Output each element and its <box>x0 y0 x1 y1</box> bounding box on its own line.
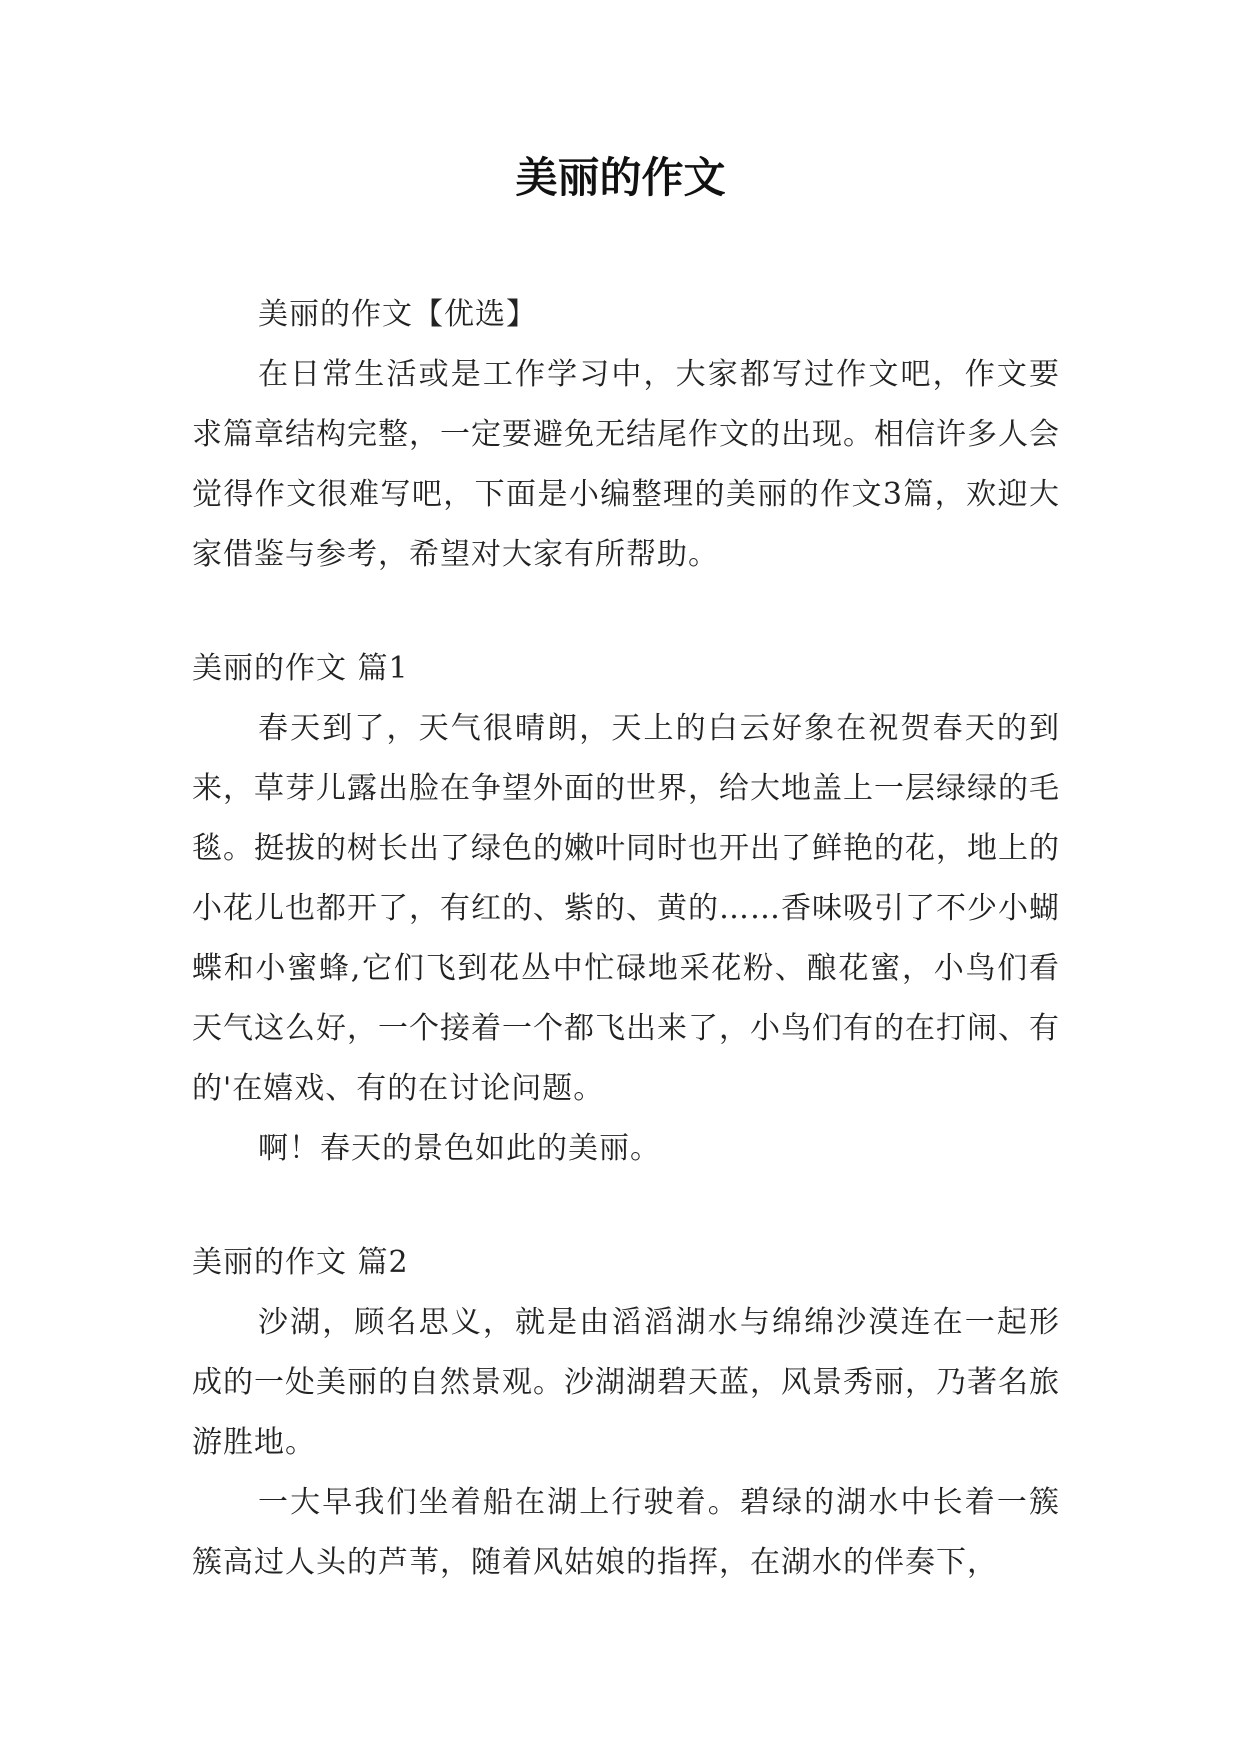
section-1-paragraph-2: 啊！春天的景色如此的美丽。 <box>258 1131 661 1166</box>
section-heading-2: 美丽的作文 篇2 <box>192 1245 409 1280</box>
section-1-paragraph-1: 春天到了，天气很晴朗，天上的白云好象在祝贺春天的到来，草芽儿露出脸在争望外面的世界，给大地盖上一层绿绿的毛毯。挺拔的树长出了绿色的嫩叶同时也开出了鲜艳的花，地上的小花儿也都开了，有红的、紫的、黄的……香味吸引了不少小蝴蝶和小蜜蜂,它们飞到花丛中忙碌地采花粉、酿花蜜，小鸟们看天气这么好，一个接着一个都飞出来了，小鸟们有的在打闹、有的'在嬉戏、有的在讨论问题。 <box>192 711 1060 1106</box>
section-2-paragraph-2: 一大早我们坐着船在湖上行驶着。碧绿的湖水中长着一簇簇高过人头的芦苇，随着风姑娘的指挥，在湖水的伴奏下， <box>192 1485 1060 1580</box>
section-2-paragraph-1: 沙湖，顾名思义，就是由滔滔湖水与绵绵沙漠连在一起形成的一处美丽的自然景观。沙湖湖碧天蓝，风景秀丽，乃著名旅游胜地。 <box>192 1305 1060 1460</box>
document-subtitle: 美丽的作文【优选】 <box>258 297 537 332</box>
section-heading-1: 美丽的作文 篇1 <box>192 651 409 686</box>
document-body <box>192 285 1060 1593</box>
section-spacer <box>192 1179 1060 1233</box>
section-spacer <box>192 585 1060 639</box>
intro-paragraph: 在日常生活或是工作学习中，大家都写过作文吧，作文要求篇章结构完整，一定要避免无结尾作文的出现。相信许多人会觉得作文很难写吧，下面是小编整理的美丽的作文3篇，欢迎大家借鉴与参考，希望对大家有所帮助。 <box>192 357 1060 572</box>
document-title: 美丽的作文 <box>515 153 726 202</box>
